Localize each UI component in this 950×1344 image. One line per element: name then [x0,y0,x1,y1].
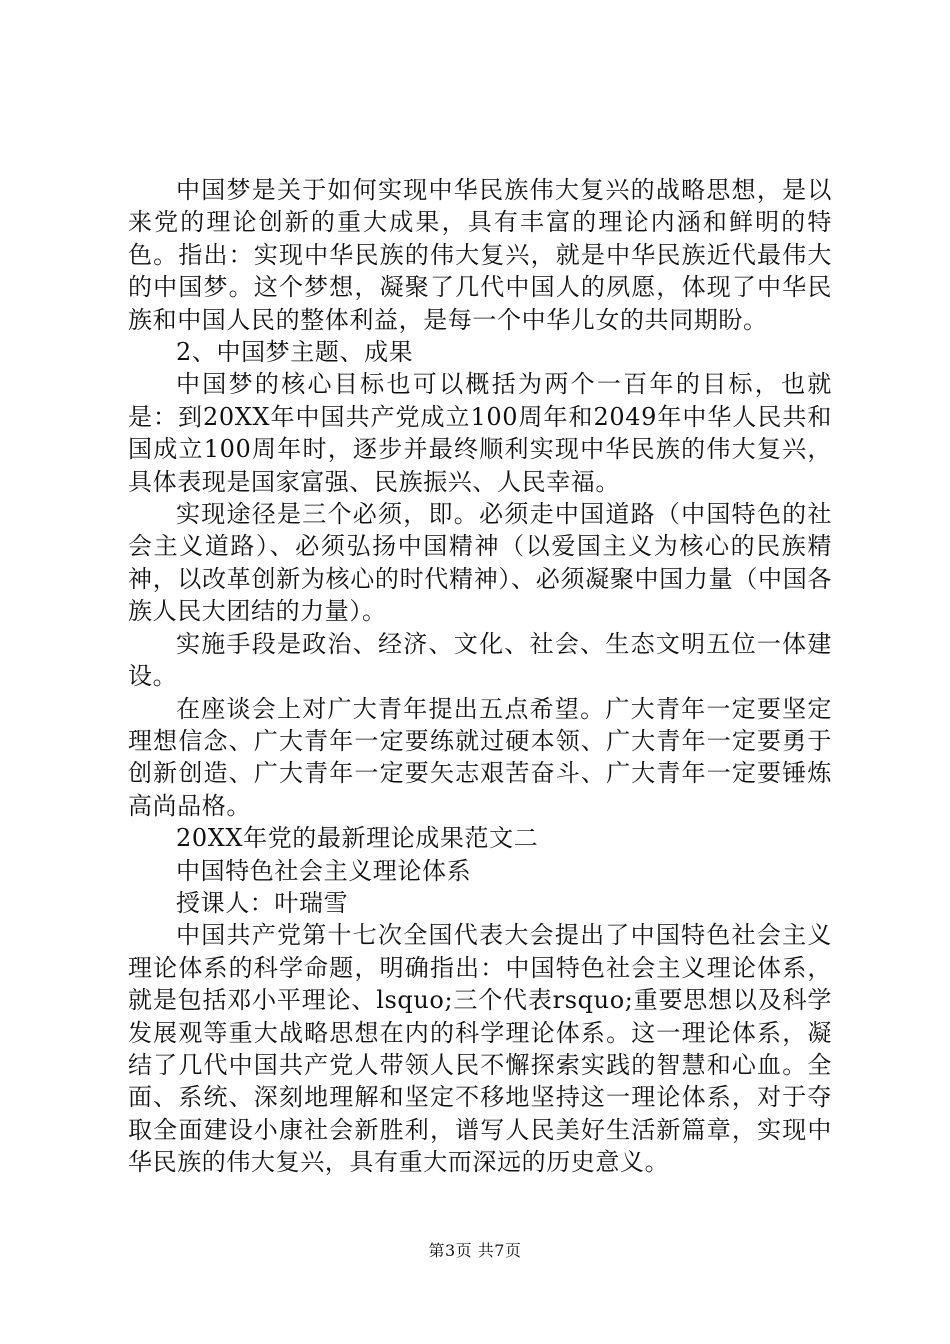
sample-title: 20XX年党的最新理论成果范文二 [176,824,539,853]
paragraph-youth-hopes: 在座谈会上对广大青年提出五点希望。广大青年一定要坚定理想信念、广大青年一定要练就过硬本领、广大青年一定要勇于创新创造、广大青年一定要矢志艰苦奋斗、广大青年一定要锤炼高尚品格。 [128,694,832,820]
section-heading-theme-results: 2、中国梦主题、成果 [176,338,414,367]
lecturer-line: 授课人：叶瑞雪 [176,888,349,917]
document-body [128,174,832,1179]
page-number-footer: 第3页 共7页 [428,1241,522,1260]
paragraph-core-goal: 中国梦的核心目标也可以概括为两个一百年的目标，也就是：到20XX年中国共产党成立100周年和2049年中华人民共和国成立100周年时，逐步并最终顺利实现中华民族的伟大复兴，具体表现是国家富强、民族振兴、人民幸福。 [128,370,832,496]
paragraph-path: 实现途径是三个必须，即。必须走中国道路（中国特色的社会主义道路）、必须弘扬中国精神（以爱国主义为核心的民族精神，以改革创新为核心的时代精神）、必须凝聚中国力量（中国各族人民大团结的力量）。 [128,500,832,626]
lecture-title: 中国特色社会主义理论体系 [176,856,472,885]
paragraph-chinese-dream-intro: 中国梦是关于如何实现中华民族伟大复兴的战略思想，是以来党的理论创新的重大成果，具有丰富的理论内涵和鲜明的特色。指出：实现中华民族的伟大复兴，就是中华民族近代最伟大的中国梦。这个梦想，凝聚了几代中国人的夙愿，体现了中华民族和中国人民的整体利益，是每一个中华儿女的共同期盼。 [128,176,832,334]
paragraph-theory-system: 中国共产党第十七次全国代表大会提出了中国特色社会主义理论体系的科学命题，明确指出：中国特色社会主义理论体系，就是包括邓小平理论、lsquo;三个代表rsquo;重要思想以及科学发展观等重大战略思想在内的科学理论体系。这一理论体系，凝结了几代中国共产党人带领人民不懈探索实践的智慧和心血。全面、系统、深刻地理解和坚定不移地坚持这一理论体系，对于夺取全面建设小康社会新胜利，谱写人民美好生活新篇章，实现中华民族的伟大复兴，具有重大而深远的历史意义。 [128,921,832,1177]
paragraph-means: 实施手段是政治、经济、文化、社会、生态文明五位一体建设。 [128,629,832,691]
